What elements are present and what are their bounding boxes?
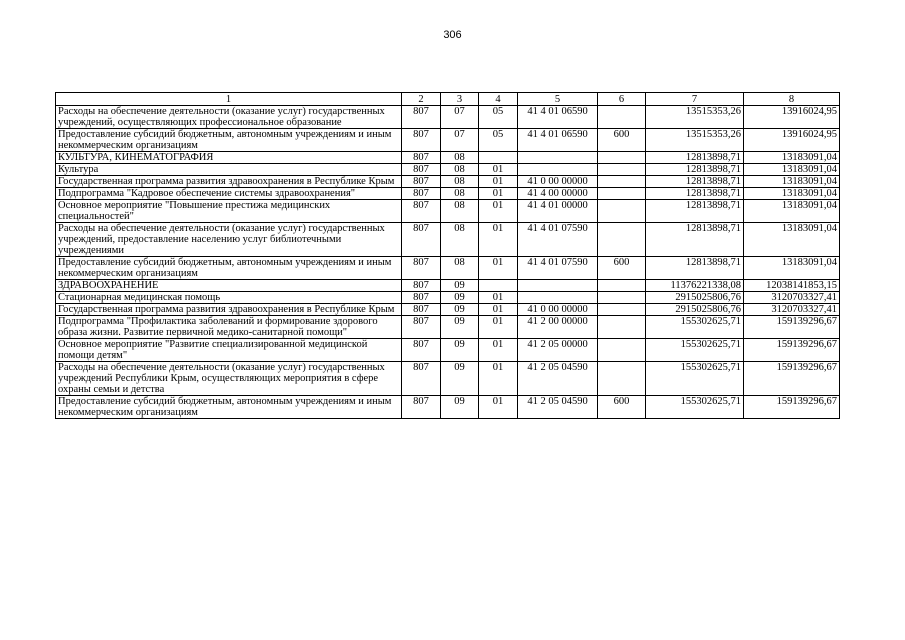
expense-type-cell [598,292,646,304]
column-header: 7 [646,93,744,106]
expense-type-cell [598,176,646,188]
expense-type-cell [598,339,646,362]
subsection-code-cell: 01 [479,362,518,396]
ministry-code-cell: 807 [402,396,441,419]
amount-year-2-cell: 13183091,04 [744,176,840,188]
target-article-cell: 41 2 00 00000 [518,316,598,339]
amount-year-2-cell: 3120703327,41 [744,304,840,316]
expense-type-cell [598,362,646,396]
ministry-code-cell: 807 [402,304,441,316]
table-row [56,200,840,223]
amount-year-1-cell: 155302625,71 [646,339,744,362]
amount-year-2-cell: 13183091,04 [744,223,840,257]
section-code-cell: 08 [441,176,479,188]
subsection-code-cell: 01 [479,304,518,316]
ministry-code-cell: 807 [402,316,441,339]
amount-year-1-cell: 12813898,71 [646,200,744,223]
section-code-cell: 09 [441,362,479,396]
section-code-cell: 08 [441,200,479,223]
table-row [56,176,840,188]
subsection-code-cell [479,280,518,292]
ministry-code-cell: 807 [402,339,441,362]
page-number: 306 [443,29,462,41]
ministry-code-cell: 807 [402,257,441,280]
section-code-cell: 07 [441,129,479,152]
amount-year-1-cell: 11376221338,08 [646,280,744,292]
expense-type-cell [598,316,646,339]
ministry-code-cell: 807 [402,164,441,176]
column-header: 4 [479,93,518,106]
amount-year-2-cell: 159139296,67 [744,339,840,362]
amount-year-2-cell: 13183091,04 [744,257,840,280]
amount-year-1-cell: 13515353,26 [646,129,744,152]
subsection-code-cell: 05 [479,106,518,129]
expense-type-cell [598,152,646,164]
section-code-cell: 08 [441,223,479,257]
amount-year-1-cell: 12813898,71 [646,176,744,188]
amount-year-1-cell: 13515353,26 [646,106,744,129]
table-row [56,396,840,419]
amount-year-1-cell: 2915025806,76 [646,304,744,316]
table-row [56,129,840,152]
expense-name-cell: Подпрограмма "Кадровое обеспечение системы здравоохранения" [56,188,402,200]
expense-name-cell: Расходы на обеспечение деятельности (оказание услуг) государственных учреждений Республики Крым, осуществляющих мероприятия в сфере охраны семьи и детства [56,362,402,396]
ministry-code-cell: 807 [402,280,441,292]
target-article-cell [518,152,598,164]
table-row [56,304,840,316]
table-row [56,316,840,339]
expense-name-cell: Стационарная медицинская помощь [56,292,402,304]
table-row [56,188,840,200]
expense-type-cell [598,164,646,176]
amount-year-1-cell: 12813898,71 [646,152,744,164]
column-header: 8 [744,93,840,106]
column-header: 2 [402,93,441,106]
ministry-code-cell: 807 [402,152,441,164]
expense-name-cell: Государственная программа развития здравоохранения в Республике Крым [56,304,402,316]
section-code-cell: 09 [441,304,479,316]
expense-name-cell: Предоставление субсидий бюджетным, автономным учреждениям и иным некоммерческим организациям [56,129,402,152]
ministry-code-cell: 807 [402,176,441,188]
amount-year-2-cell: 159139296,67 [744,396,840,419]
expense-name-cell: Культура [56,164,402,176]
column-header: 3 [441,93,479,106]
section-code-cell: 08 [441,164,479,176]
column-header: 6 [598,93,646,106]
amount-year-2-cell: 159139296,67 [744,362,840,396]
expense-name-cell: ЗДРАВООХРАНЕНИЕ [56,280,402,292]
section-code-cell: 09 [441,316,479,339]
table-row [56,280,840,292]
section-code-cell: 09 [441,292,479,304]
target-article-cell: 41 2 05 00000 [518,339,598,362]
expense-type-cell: 600 [598,396,646,419]
expense-name-cell: Государственная программа развития здравоохранения в Республике Крым [56,176,402,188]
amount-year-1-cell: 2915025806,76 [646,292,744,304]
target-article-cell [518,280,598,292]
target-article-cell: 41 4 01 06590 [518,106,598,129]
table-row [56,362,840,396]
amount-year-1-cell: 155302625,71 [646,396,744,419]
table-row [56,257,840,280]
expense-name-cell: Расходы на обеспечение деятельности (оказание услуг) государственных учреждений, осуществляющих профессиональное образование [56,106,402,129]
target-article-cell: 41 4 01 00000 [518,200,598,223]
ministry-code-cell: 807 [402,129,441,152]
expense-type-cell: 600 [598,129,646,152]
expense-type-cell [598,106,646,129]
expense-name-cell: Расходы на обеспечение деятельности (оказание услуг) государственных учреждений, предоставление населению услуг библиотечными учреждениями [56,223,402,257]
target-article-cell: 41 2 05 04590 [518,396,598,419]
ministry-code-cell: 807 [402,200,441,223]
subsection-code-cell: 01 [479,188,518,200]
amount-year-1-cell: 12813898,71 [646,257,744,280]
target-article-cell: 41 4 01 07590 [518,223,598,257]
amount-year-2-cell: 13183091,04 [744,200,840,223]
expense-name-cell: Предоставление субсидий бюджетным, автономным учреждениям и иным некоммерческим организациям [56,257,402,280]
expense-name-cell: Основное мероприятие "Повышение престижа медицинских специальностей" [56,200,402,223]
amount-year-2-cell: 13916024,95 [744,129,840,152]
amount-year-2-cell: 159139296,67 [744,316,840,339]
subsection-code-cell: 05 [479,129,518,152]
expense-name-cell: Предоставление субсидий бюджетным, автономным учреждениям и иным некоммерческим организациям [56,396,402,419]
expense-name-cell: Подпрограмма "Профилактика заболеваний и формирование здорового образа жизни. Развитие первичной медико-санитарной помощи" [56,316,402,339]
subsection-code-cell [479,152,518,164]
subsection-code-cell: 01 [479,316,518,339]
table-row [56,164,840,176]
amount-year-1-cell: 12813898,71 [646,223,744,257]
target-article-cell: 41 0 00 00000 [518,304,598,316]
amount-year-2-cell: 12038141853,15 [744,280,840,292]
table-row [56,223,840,257]
expense-type-cell [598,223,646,257]
subsection-code-cell: 01 [479,396,518,419]
target-article-cell [518,164,598,176]
expense-name-cell: Основное мероприятие "Развитие специализированной медицинской помощи детям" [56,339,402,362]
section-code-cell: 08 [441,257,479,280]
section-code-cell: 08 [441,188,479,200]
ministry-code-cell: 807 [402,106,441,129]
table-row [56,292,840,304]
expense-type-cell: 600 [598,257,646,280]
amount-year-2-cell: 13916024,95 [744,106,840,129]
section-code-cell: 09 [441,339,479,362]
expense-type-cell [598,280,646,292]
amount-year-1-cell: 155302625,71 [646,316,744,339]
table-row [56,106,840,129]
target-article-cell [518,292,598,304]
subsection-code-cell: 01 [479,257,518,280]
amount-year-1-cell: 155302625,71 [646,362,744,396]
ministry-code-cell: 807 [402,188,441,200]
subsection-code-cell: 01 [479,292,518,304]
table-header-row [56,93,840,106]
table-row [56,152,840,164]
table-body [56,106,840,419]
subsection-code-cell: 01 [479,223,518,257]
amount-year-2-cell: 13183091,04 [744,188,840,200]
subsection-code-cell: 01 [479,339,518,362]
target-article-cell: 41 4 01 07590 [518,257,598,280]
ministry-code-cell: 807 [402,292,441,304]
table-row [56,339,840,362]
section-code-cell: 08 [441,152,479,164]
section-code-cell: 09 [441,396,479,419]
target-article-cell: 41 4 00 00000 [518,188,598,200]
section-code-cell: 07 [441,106,479,129]
amount-year-2-cell: 3120703327,41 [744,292,840,304]
amount-year-2-cell: 13183091,04 [744,164,840,176]
amount-year-1-cell: 12813898,71 [646,164,744,176]
expense-type-cell [598,188,646,200]
subsection-code-cell: 01 [479,176,518,188]
target-article-cell: 41 4 01 06590 [518,129,598,152]
expense-type-cell [598,200,646,223]
column-header: 5 [518,93,598,106]
target-article-cell: 41 0 00 00000 [518,176,598,188]
budget-table [55,92,840,419]
target-article-cell: 41 2 05 04590 [518,362,598,396]
expense-name-cell: КУЛЬТУРА, КИНЕМАТОГРАФИЯ [56,152,402,164]
ministry-code-cell: 807 [402,362,441,396]
column-header: 1 [56,93,402,106]
amount-year-1-cell: 12813898,71 [646,188,744,200]
ministry-code-cell: 807 [402,223,441,257]
subsection-code-cell: 01 [479,164,518,176]
amount-year-2-cell: 13183091,04 [744,152,840,164]
expense-type-cell [598,304,646,316]
subsection-code-cell: 01 [479,200,518,223]
section-code-cell: 09 [441,280,479,292]
